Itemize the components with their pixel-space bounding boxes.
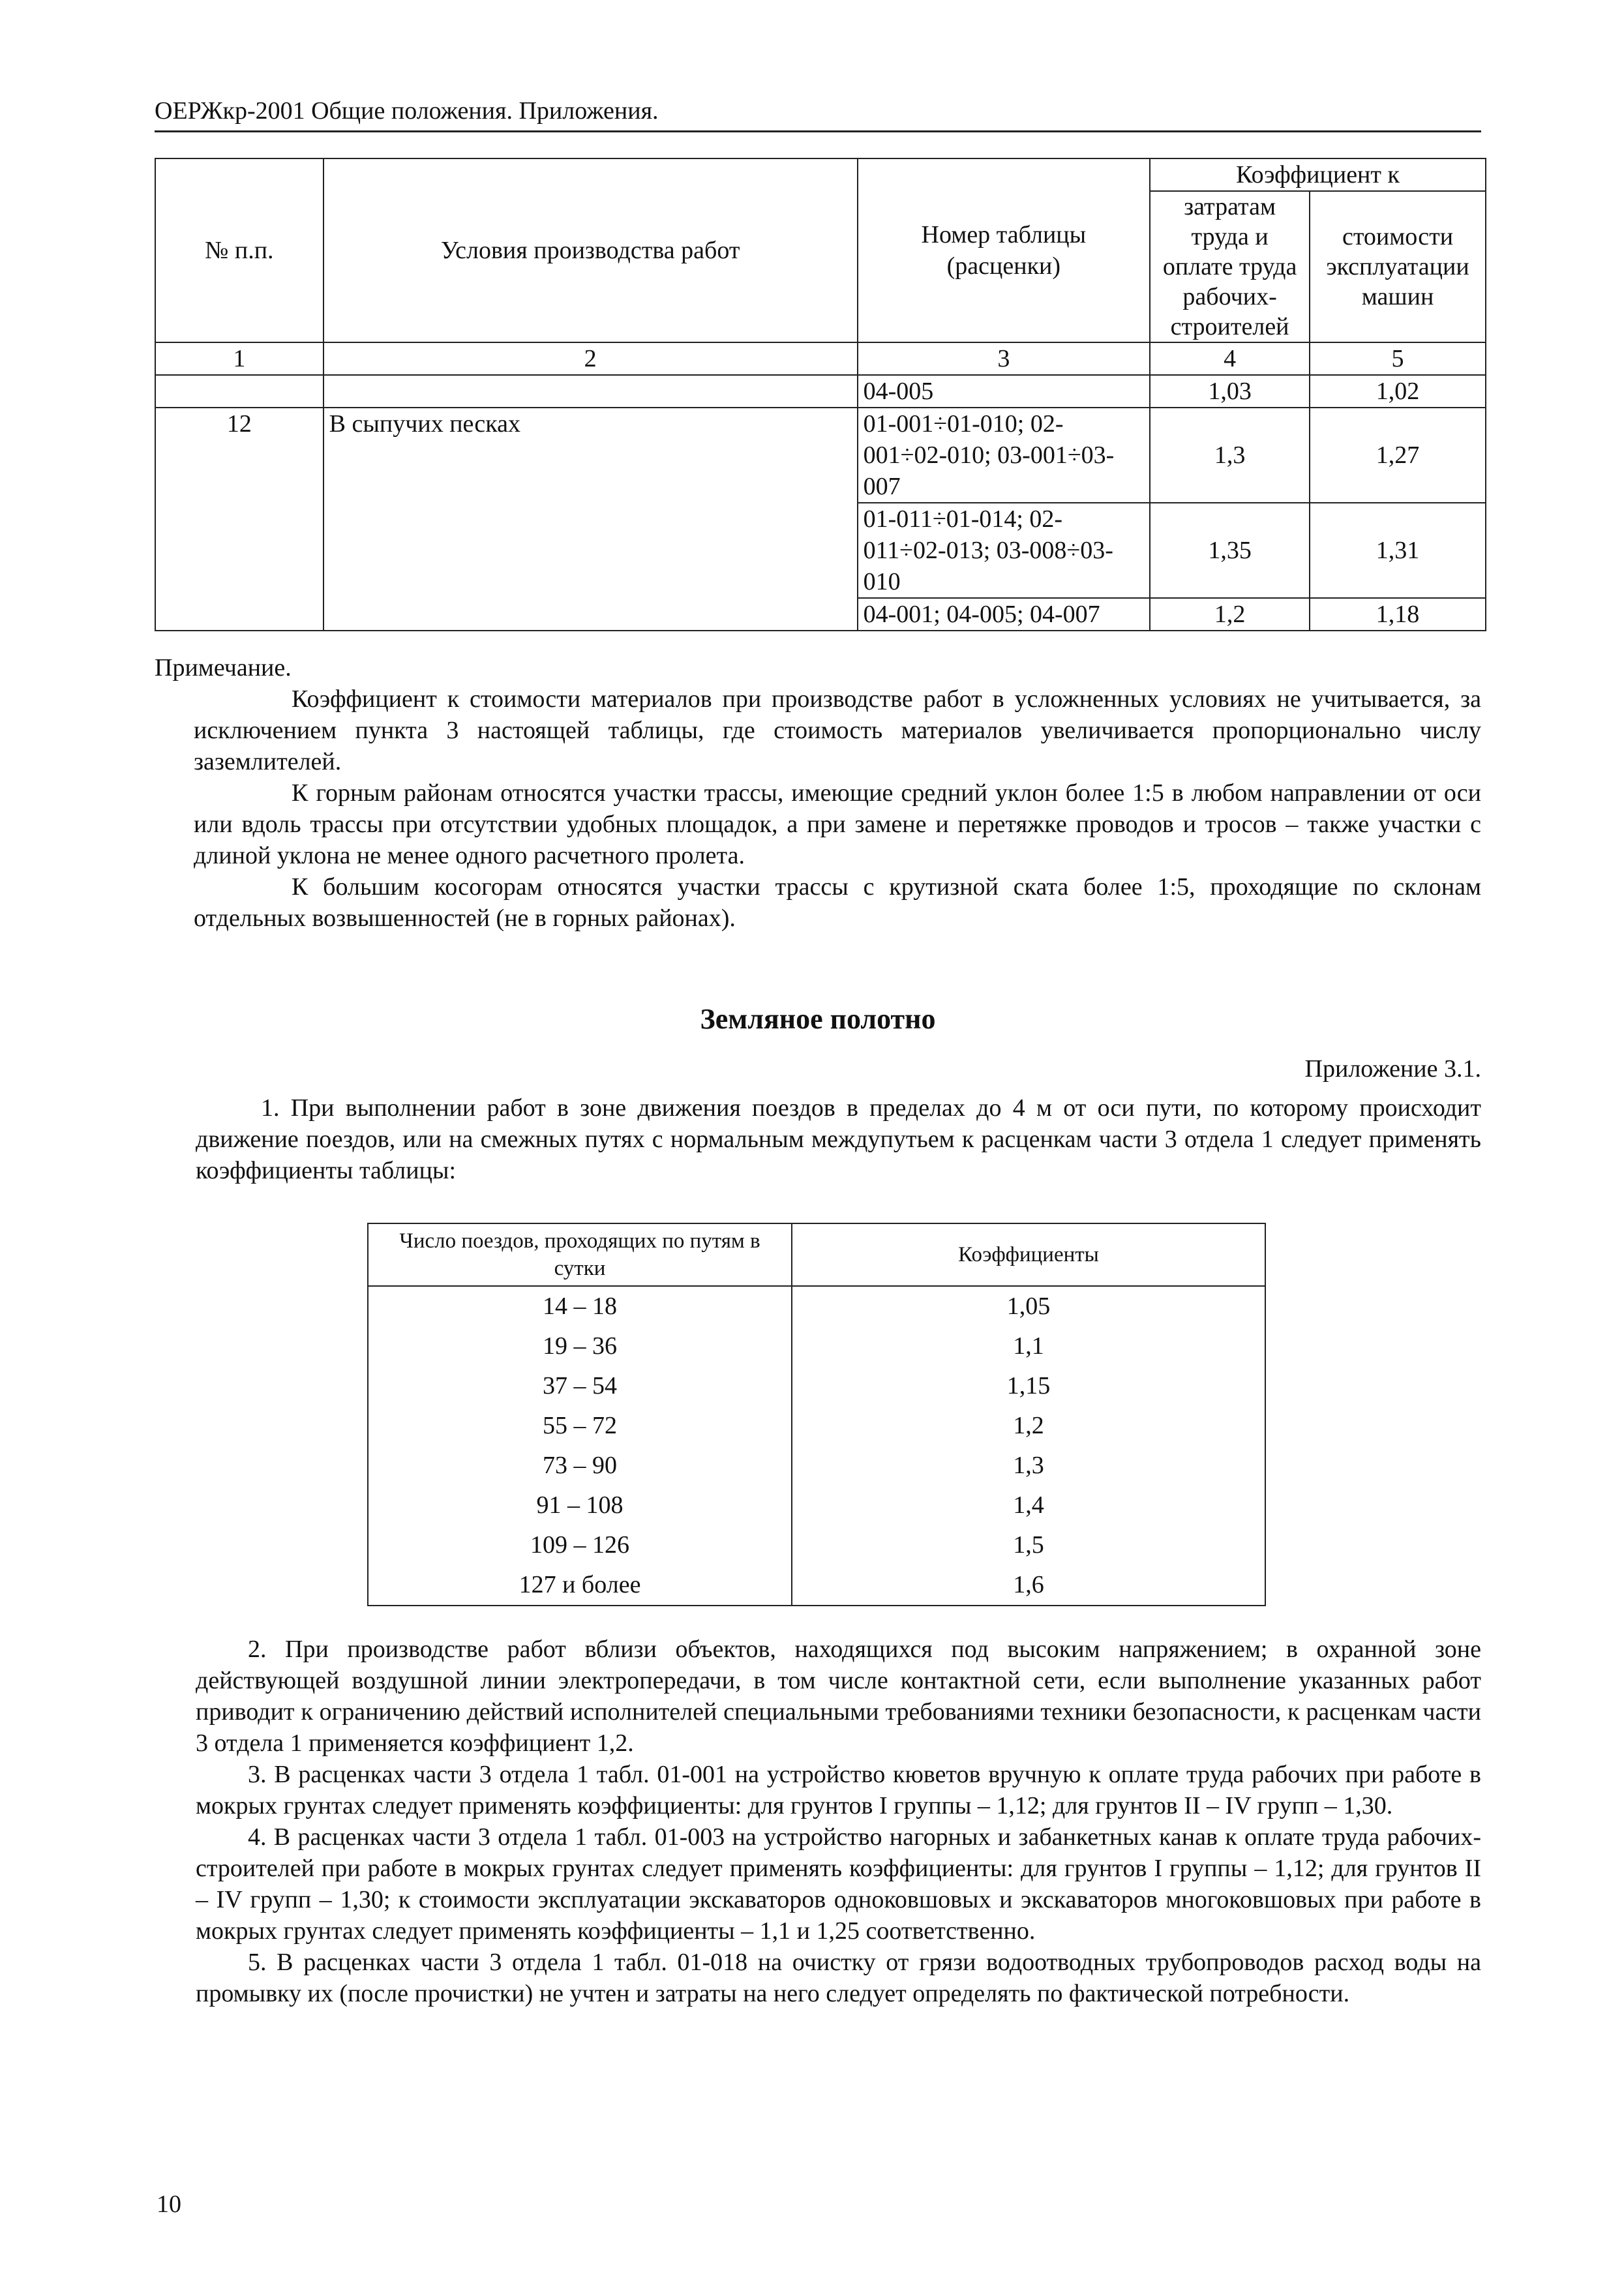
col-num: 2 xyxy=(323,342,858,375)
col-num: 1 xyxy=(155,342,323,375)
note-title: Примечание. xyxy=(155,654,292,681)
table-row xyxy=(368,1286,1265,1326)
cell-coefficient: 1,6 xyxy=(792,1565,1265,1606)
cell-labor-coef: 1,2 xyxy=(1150,598,1310,631)
table-row xyxy=(155,375,1486,408)
col-header-trains: Число поездов, проходящих по путям в сутки xyxy=(368,1223,792,1286)
cell-labor-coef: 1,3 xyxy=(1150,408,1310,503)
paragraph: 2. При производстве работ вблизи объектов, находящихся под высоким напряжением; в охранной зоне действующей воздушной линии электропередачи, в том числе контактной сети, если выполнение указанных работ приводит к ограничению действий исполнителей специальными требованиями техники безопасности, к расценкам части 3 отдела 1 применяется коэффициент 1,2. xyxy=(196,1636,1481,1757)
cell-trains-range: 109 – 126 xyxy=(368,1525,792,1565)
cell-trains-range: 14 – 18 xyxy=(368,1286,792,1326)
cell-table-number: 01-001÷01-010; 02-001÷02-010; 03-001÷03-007 xyxy=(858,408,1150,503)
cell-table-number: 04-001; 04-005; 04-007 xyxy=(858,598,1150,631)
table-row xyxy=(368,1406,1265,1446)
col-num: 5 xyxy=(1310,342,1486,375)
table-row xyxy=(368,1366,1265,1406)
col-header-no: № п.п. xyxy=(155,158,323,342)
table-row xyxy=(368,1525,1265,1565)
table-row xyxy=(368,1446,1265,1486)
conditions-table xyxy=(155,158,1486,631)
appendix-label: Приложение 3.1. xyxy=(1304,1055,1481,1083)
cell-machines-coef: 1,31 xyxy=(1310,503,1486,598)
note-paragraph: К горным районам относятся участки трассы, имеющие средний уклон более 1:5 в любом направлении от оси или вдоль трассы при отсутствии удобных площадок, а при замене и перетяжке проводов и тросов – также участки с длиной уклона не менее одного расчетного пролета. xyxy=(194,779,1481,869)
paragraph: 3. В расценках части 3 отдела 1 табл. 01-001 на устройство кюветов вручную к оплате труда рабочих при работе в мокрых грунтах следует применять коэффициенты: для грунтов I группы – 1,12; для грунтов II – IV групп – 1,30. xyxy=(196,1761,1481,1819)
paragraph-block xyxy=(196,1092,1481,1186)
col-num: 4 xyxy=(1150,342,1310,375)
cell-condition: В сыпучих песках xyxy=(323,408,858,631)
table-row xyxy=(155,408,1486,503)
note-paragraph: К большим косогорам относятся участки трассы с крутизной ската более 1:5, проходящие по склонам отдельных возвышенностей (не в горных районах). xyxy=(194,873,1481,932)
cell-trains-range: 37 – 54 xyxy=(368,1366,792,1406)
col-header-coefficient: Коэффициент к xyxy=(1150,158,1486,191)
trains-coefficient-table xyxy=(367,1223,1266,1606)
cell-empty xyxy=(155,375,323,408)
cell-trains-range: 91 – 108 xyxy=(368,1486,792,1525)
cell-trains-range: 73 – 90 xyxy=(368,1446,792,1486)
cell-coefficient: 1,15 xyxy=(792,1366,1265,1406)
cell-trains-range: 127 и более xyxy=(368,1565,792,1606)
cell-machines-coef: 1,18 xyxy=(1310,598,1486,631)
page-number: 10 xyxy=(157,2191,181,2218)
cell-coefficient: 1,3 xyxy=(792,1446,1265,1486)
cell-labor-coef: 1,35 xyxy=(1150,503,1310,598)
cell-empty xyxy=(323,375,858,408)
table-row xyxy=(368,1565,1265,1606)
section-title: Земляное полотно xyxy=(700,1003,936,1035)
cell-row-number: 12 xyxy=(155,408,323,631)
col-header-labor: затратам труда и оплате труда рабочих-строителей xyxy=(1150,191,1310,342)
paragraph: 4. В расценках части 3 отдела 1 табл. 01-003 на устройство нагорных и забанкетных канав к оплате труда рабочих-строителей при работе в мокрых грунтах следует применять коэффициенты: для грунтов I группы – 1,12; для грунтов II – IV групп – 1,30; к стоимости эксплуатации экскаваторов одноковшовых и экскаваторов многоковшовых при работе в мокрых грунтах следует применять коэффициенты – 1,1 и 1,25 соответственно. xyxy=(196,1823,1481,1945)
cell-trains-range: 19 – 36 xyxy=(368,1326,792,1366)
cell-coefficient: 1,2 xyxy=(792,1406,1265,1446)
cell-machines-coef: 1,02 xyxy=(1310,375,1486,408)
table-row xyxy=(368,1326,1265,1366)
col-num: 3 xyxy=(858,342,1150,375)
cell-table-number: 04-005 xyxy=(858,375,1150,408)
paragraphs-block xyxy=(196,1634,1481,2009)
col-header-table-number: Номер таблицы (расценки) xyxy=(858,158,1150,342)
cell-coefficient: 1,1 xyxy=(792,1326,1265,1366)
cell-machines-coef: 1,27 xyxy=(1310,408,1486,503)
column-numbers-row xyxy=(155,342,1486,375)
col-header-coefficients: Коэффициенты xyxy=(792,1223,1265,1286)
cell-coefficient: 1,4 xyxy=(792,1486,1265,1525)
table-row xyxy=(368,1486,1265,1525)
col-header-conditions: Условия производства работ xyxy=(323,158,858,342)
col-header-machines: стоимости эксплуатации машин xyxy=(1310,191,1486,342)
cell-table-number: 01-011÷01-014; 02-011÷02-013; 03-008÷03-010 xyxy=(858,503,1150,598)
cell-trains-range: 55 – 72 xyxy=(368,1406,792,1446)
cell-coefficient: 1,05 xyxy=(792,1286,1265,1326)
note-paragraph: Коэффициент к стоимости материалов при производстве работ в усложненных условиях не учитывается, за исключением пункта 3 настоящей таблицы, где стоимость материалов увеличивается пропорционально числу заземлителей. xyxy=(194,685,1481,775)
page-header: ОЕРЖкр-2001 Общие положения. Приложения. xyxy=(155,97,1481,132)
cell-labor-coef: 1,03 xyxy=(1150,375,1310,408)
notes-block xyxy=(155,652,1481,934)
paragraph: 5. В расценках части 3 отдела 1 табл. 01-018 на очистку от грязи водоотводных трубопроводов расход воды на промывку их (после прочистки) не учтен и затраты на него следует определять по фактической потребности. xyxy=(196,1949,1481,2007)
cell-coefficient: 1,5 xyxy=(792,1525,1265,1565)
paragraph: 1. При выполнении работ в зоне движения поездов в пределах до 4 м от оси пути, по которому происходит движение поездов, или на смежных путях с нормальным междупутьем к расценкам части 3 отдела 1 следует применять коэффициенты таблицы: xyxy=(196,1094,1481,1184)
